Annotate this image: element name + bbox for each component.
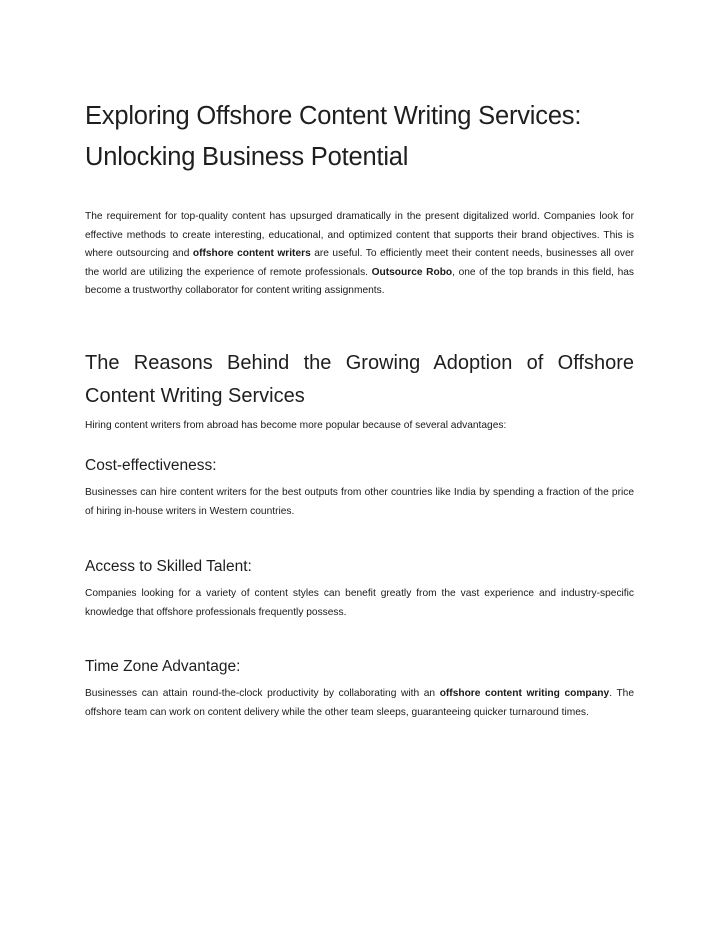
intro-text-3: , one of the top brands in this field, has become a trustworthy collaborator for content writing assignments. [85, 266, 634, 296]
intro-text-2: are useful. To efficiently meet their content needs, businesses all over the world are utilizing the experience of remote professionals. [85, 248, 635, 278]
document-title: Exploring Offshore Content Writing Services: Unlocking Business Potential [85, 102, 582, 171]
cost-heading: Cost-effectiveness: [85, 457, 217, 474]
document-page [85, 96, 634, 722]
intro-text-1: The requirement for top-quality content has upsurged dramatically in the present digitalized world. Companies look for effective methods to create interesting, educational, and optimized content that supports their brand objectives. This is where outsourcing and [85, 211, 634, 259]
intro-bold-offshore-writers: offshore content writers [192, 248, 311, 259]
cost-paragraph: Businesses can hire content writers for the best outputs from other countries like India by spending a fraction of the price of hiring in-house writers in Western countries. [85, 487, 634, 517]
timezone-paragraph [85, 685, 634, 722]
timezone-text-1: Businesses can attain round-the-clock productivity by collaborating with an [85, 688, 440, 699]
intro-paragraph [85, 208, 634, 301]
timezone-text-2: . The offshore team can work on content delivery while the other team sleeps, guaranteeing quicker turnaround times. [85, 688, 635, 718]
intro-bold-outsource-robo: Outsource Robo [371, 266, 453, 278]
timezone-bold-offshore-company: offshore content writing company [439, 688, 610, 699]
talent-heading: Access to Skilled Talent: [85, 558, 252, 575]
section-lead: Hiring content writers from abroad has become more popular because of several advantages: [85, 419, 507, 431]
timezone-heading: Time Zone Advantage: [85, 658, 241, 675]
section-heading: The Reasons Behind the Growing Adoption of Offshore Content Writing Services [85, 351, 634, 407]
talent-paragraph: Companies looking for a variety of content styles can benefit greatly from the vast experience and industry-specific knowledge that offshore professionals frequently possess. [85, 588, 634, 618]
